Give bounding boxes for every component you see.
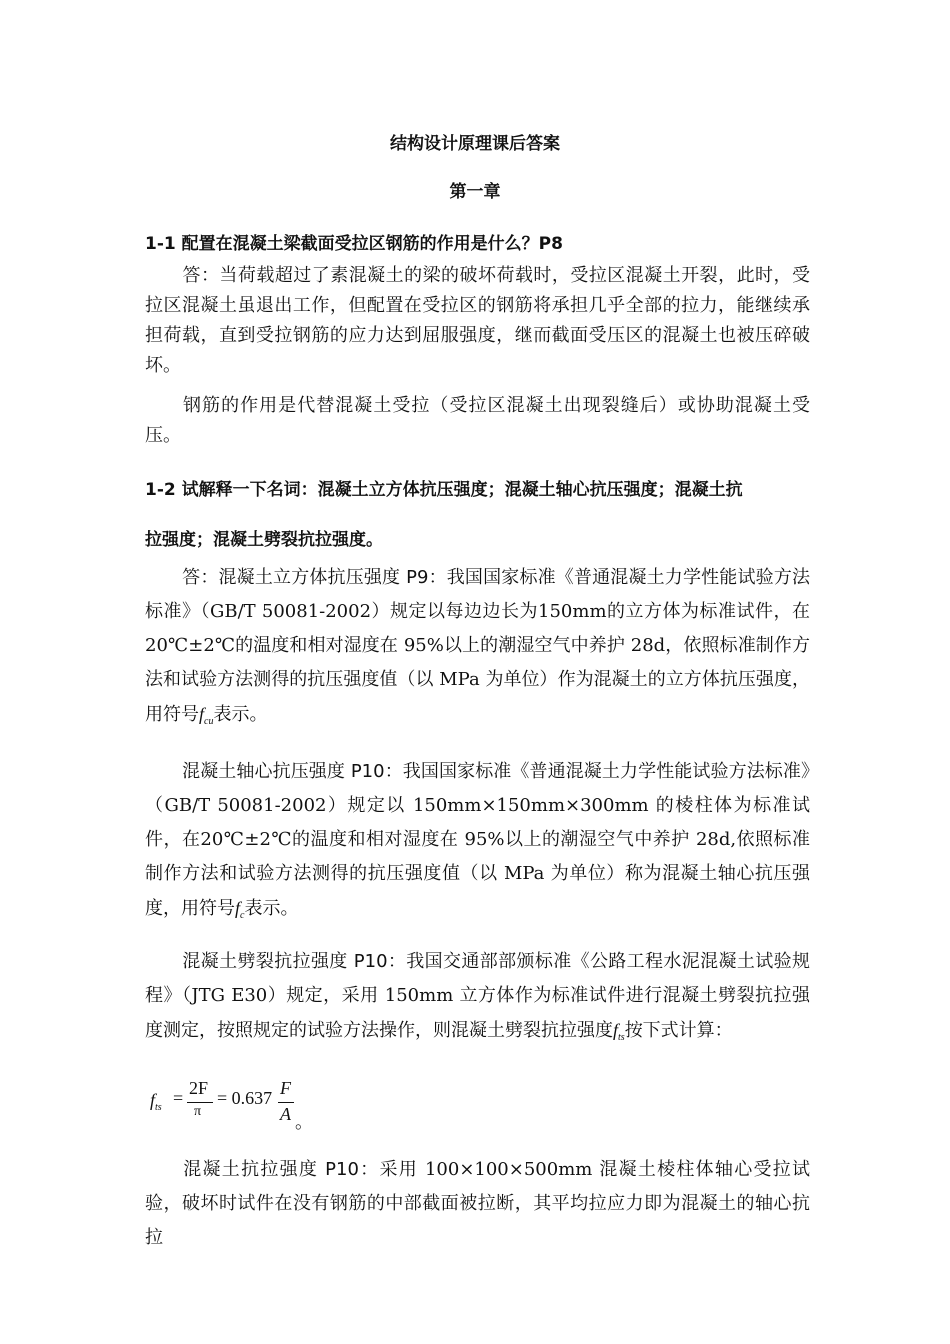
definition-text: ：我国国家标准《普通混凝土力学性能试验方法标准》（GB/T 50081-2002）规定以 150mm×150mm×300mm 的棱柱体为标准试件，在20℃±2℃的温度和相对湿度在 95%以上的潮湿空气中养护 28d,依照标准制作方法和试验方法测得的抗压强度值（以 MPa 为单位）称为混凝土轴心抗压强度，用符号 [145, 761, 810, 919]
page-reference: P10 [325, 1159, 359, 1180]
fraction-bar [187, 1102, 213, 1103]
question-heading-line-2: 拉强度；混凝土劈裂抗拉强度。 [145, 530, 383, 550]
chapter-heading: 第一章 [449, 182, 501, 202]
question-heading-line: 1-1 配置在混凝土梁截面受拉区钢筋的作用是什么？P8 [145, 234, 563, 254]
definition-axial-strength [145, 755, 810, 933]
answer-text: 钢筋的作用是代替混凝土受拉（受拉区混凝土出现裂缝后）或协助混凝土受压。 [145, 395, 810, 446]
formula-lhs: $f_{ts}$ [150, 1090, 162, 1113]
question-1-2-heading [145, 465, 810, 565]
definition-lead: 答：混凝土立方体抗压强度 [182, 567, 407, 588]
answer-1-1-paragraph-2 [145, 391, 810, 451]
formula-denominator-2: A [280, 1104, 291, 1124]
symbol-f-c: $f_c$ [235, 898, 245, 921]
question-1-1-heading [145, 229, 810, 254]
page-reference: P10 [350, 761, 385, 782]
page-reference: P9 [406, 567, 429, 588]
question-heading-line-1: 1-2 试解释一下名词：混凝土立方体抗压强度；混凝土轴心抗压强度；混凝土抗 [145, 480, 743, 500]
document-title: 结构设计原理课后答案 [390, 134, 560, 154]
definition-text: ：我国国家标准《普通混凝土力学性能试验方法标准》（GB/T 50081-2002）规定以每边边长为150mm的立方体为标准试件，在 20℃±2℃的温度和相对湿度在 95%以上的潮湿空气中养护 28d，依照标准制作方法和试验方法测得的抗压强度值（以 MPa 为单位）作为混凝土的立方体抗压强度，用符号 [145, 567, 810, 725]
definition-tensile-strength [145, 1153, 810, 1255]
page-reference: P10 [353, 951, 388, 972]
symbol-f-cu: $f_{cu}$ [199, 704, 214, 727]
definition-text: ：我国交通部部颁标准《公路工程水泥混凝土试验规程》（JTG E30）规定，采用 150mm 立方体作为标准试件进行混凝土劈裂抗拉强度测定，按照规定的试验方法操作，则混凝土劈裂抗拉强度 [145, 951, 810, 1041]
answer-1-1-paragraph-1 [145, 261, 810, 381]
definition-tail: 按下式计算： [624, 1020, 733, 1041]
fraction-bar [278, 1102, 294, 1103]
definition-tail: 表示。 [213, 704, 268, 725]
formula-equals: = [173, 1088, 184, 1108]
definition-tail: 表示。 [244, 898, 299, 919]
definition-lead: 混凝土劈裂抗拉强度 [182, 951, 354, 972]
formula-end-mark: 。 [295, 1112, 313, 1132]
formula-numerator-1: 2F [189, 1078, 209, 1098]
symbol-f-ts: $f_{ts}$ [613, 1020, 625, 1043]
formula-denominator-1: π [194, 1104, 202, 1119]
definition-cube-strength [145, 561, 810, 739]
formula-equals-coefficient: = 0.637 [217, 1088, 273, 1108]
definition-text: ：采用 100×100×500mm 混凝土棱柱体轴心受拉试验，破坏时试件在没有钢筋的中部截面被拉断，其平均拉应力即为混凝土的轴心抗拉 [145, 1159, 810, 1248]
definition-splitting-strength [145, 945, 810, 1055]
definition-lead: 混凝土抗拉强度 [182, 1159, 326, 1180]
definition-lead: 混凝土轴心抗压强度 [182, 761, 351, 782]
answer-text: 答：当荷载超过了素混凝土的梁的破坏荷载时，受拉区混凝土开裂，此时，受拉区混凝土虽退出工作，但配置在受拉区的钢筋将承担几乎全部的拉力，能继续承担荷载，直到受拉钢筋的应力达到屈服强度，继而截面受压区的混凝土也被压碎破坏。 [145, 265, 810, 376]
formula-numerator-2: F [280, 1078, 291, 1098]
